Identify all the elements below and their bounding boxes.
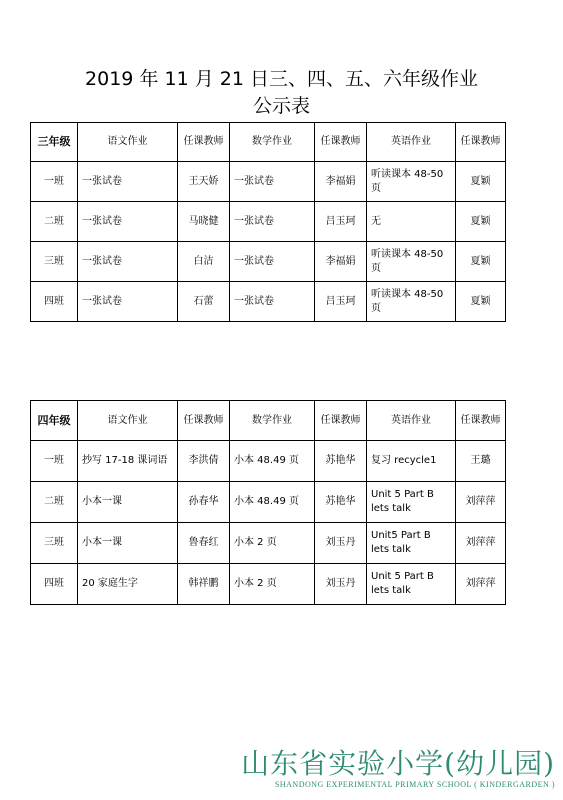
table-row [31,202,506,242]
school-english-name: SHANDONG EXPERIMENTAL PRIMARY SCHOOL ( KINDERGARDEN ) [274,780,555,789]
header-teacher: 任课教师 [178,123,230,162]
teacher-cell: 鲁春红 [178,523,230,564]
teacher-cell: 李福娟 [315,162,367,202]
table-row [31,564,506,605]
teacher-cell: 刘萍萍 [456,523,506,564]
class-cell: 二班 [31,202,78,242]
teacher-cell: 夏颖 [456,162,506,202]
school-footer [241,748,555,790]
teacher-cell: 李福娟 [315,242,367,282]
math-homework-cell: 一张试卷 [230,242,315,282]
chinese-homework-cell: 一张试卷 [78,242,178,282]
teacher-cell: 刘玉丹 [315,523,367,564]
class-cell: 一班 [31,441,78,482]
teacher-cell: 韩祥鹏 [178,564,230,605]
teacher-cell: 苏艳华 [315,441,367,482]
table-row [31,162,506,202]
math-homework-cell: 小本 48.49 页 [230,482,315,523]
teacher-cell: 刘玉丹 [315,564,367,605]
class-cell: 二班 [31,482,78,523]
teacher-cell: 刘萍萍 [456,482,506,523]
grade4-homework-table [30,400,506,605]
class-cell: 一班 [31,162,78,202]
table-row [31,242,506,282]
teacher-cell: 王璐 [456,441,506,482]
english-homework-cell: Unit 5 Part B lets talk [367,482,456,523]
table-row [31,282,506,322]
english-homework-cell: 无 [367,202,456,242]
teacher-cell: 刘萍萍 [456,564,506,605]
english-homework-cell: 复习 recycle1 [367,441,456,482]
teacher-cell: 夏颖 [456,282,506,322]
header-teacher: 任课教师 [315,123,367,162]
teacher-cell: 石蕾 [178,282,230,322]
header-teacher: 任课教师 [178,401,230,441]
header-english-homework: 英语作业 [367,123,456,162]
table-header-row [31,401,506,441]
teacher-cell: 吕玉珂 [315,202,367,242]
teacher-cell: 马晓健 [178,202,230,242]
teacher-cell: 苏艳华 [315,482,367,523]
teacher-cell: 白洁 [178,242,230,282]
class-cell: 四班 [31,282,78,322]
teacher-cell: 孙春华 [178,482,230,523]
teacher-cell: 夏颖 [456,242,506,282]
chinese-homework-cell: 一张试卷 [78,162,178,202]
teacher-cell: 吕玉珂 [315,282,367,322]
chinese-homework-cell: 一张试卷 [78,282,178,322]
header-math-homework: 数学作业 [230,401,315,441]
math-homework-cell: 一张试卷 [230,202,315,242]
teacher-cell: 夏颖 [456,202,506,242]
english-homework-cell: Unit 5 Part B lets talk [367,564,456,605]
table-header-row [31,123,506,162]
header-english-homework: 英语作业 [367,401,456,441]
teacher-cell: 王天娇 [178,162,230,202]
english-homework-cell: 听读课本 48-50 页 [367,162,456,202]
english-homework-cell: Unit5 Part B lets talk [367,523,456,564]
grade3-homework-table [30,122,506,322]
table-row [31,523,506,564]
math-homework-cell: 一张试卷 [230,282,315,322]
math-homework-cell: 小本 2 页 [230,523,315,564]
english-homework-cell: 听读课本 48-50 页 [367,242,456,282]
math-homework-cell: 小本 48.49 页 [230,441,315,482]
table-row [31,482,506,523]
header-math-homework: 数学作业 [230,123,315,162]
header-teacher: 任课教师 [456,123,506,162]
chinese-homework-cell: 小本一课 [78,523,178,564]
page-title-line2: 公示表 [252,95,310,117]
school-logo-text: 山东省实验小学(幼儿园) [241,747,555,780]
teacher-cell: 李洪倩 [178,441,230,482]
grade-label: 三年级 [31,123,78,162]
chinese-homework-cell: 20 家庭生字 [78,564,178,605]
math-homework-cell: 一张试卷 [230,162,315,202]
english-homework-cell: 听读课本 48-50 页 [367,282,456,322]
grade-label: 四年级 [31,401,78,441]
header-chinese-homework: 语文作业 [78,123,178,162]
header-teacher: 任课教师 [315,401,367,441]
page-title: 2019 年 11 月 21 日三、四、五、六年级作业 [85,68,478,90]
chinese-homework-cell: 一张试卷 [78,202,178,242]
class-cell: 三班 [31,523,78,564]
math-homework-cell: 小本 2 页 [230,564,315,605]
table-row [31,441,506,482]
chinese-homework-cell: 抄写 17-18 课词语 [78,441,178,482]
chinese-homework-cell: 小本一课 [78,482,178,523]
header-chinese-homework: 语文作业 [78,401,178,441]
class-cell: 四班 [31,564,78,605]
class-cell: 三班 [31,242,78,282]
header-teacher: 任课教师 [456,401,506,441]
